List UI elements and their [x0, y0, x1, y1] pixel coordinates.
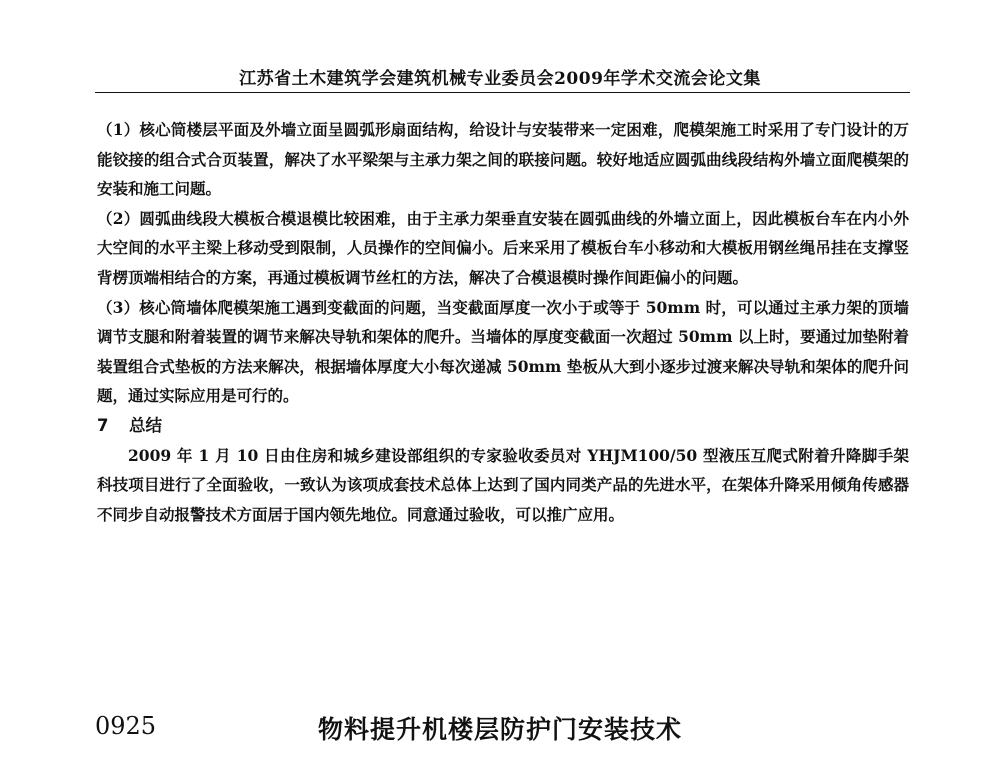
section-number: 7 [97, 415, 109, 435]
header-rule [95, 92, 910, 93]
running-header: 江苏省土木建筑学会建筑机械专业委员会2009年学术交流会论文集 [239, 69, 761, 89]
section-heading [97, 411, 909, 441]
next-article-code: 0925 [95, 712, 157, 740]
next-article-title: 物料提升机楼层防护门安装技术 [317, 715, 682, 744]
section-title: 总结 [129, 415, 162, 435]
paragraph-2: （2）圆弧曲线段大模板合模退模比较困难，由于主承力架垂直安装在圆弧曲线的外墙立面上，因此模板台车在内小外大空间的水平主梁上移动受到限制，人员操作的空间偏小。后来采用了模板台车小移动和大模板用钢丝绳吊挂在支撑竖背楞顶端相结合的方案，再通过模板调节丝杠的方法，解决了合模退模时操作间距偏小的问题。 [97, 208, 909, 287]
article-body [97, 115, 909, 529]
paragraph-3: （3）核心筒墙体爬模架施工遇到变截面的问题，当变截面厚度一次小于或等于 50mm 时，可以通过主承力架的顶墙调节支腿和附着装置的调节来解决导轨和架体的爬升。当墙体的厚度变截面一次超过 50mm 以上时，要通过加垫附着装置组合式垫板的方法来解决，根据墙体厚度大小每次递减 50mm 垫板从大到小逐步过渡来解决导轨和架体的爬升问题，通过实际应用是可行的。 [97, 297, 909, 406]
paragraph-1: （1）核心筒楼层平面及外墙立面呈圆弧形扇面结构，给设计与安装带来一定困难，爬模架施工时采用了专门设计的万能铰接的组合式合页装置，解决了水平梁架与主承力架之间的联接问题。较好地适应圆弧曲线段结构外墙立面爬模架的安装和施工问题。 [97, 120, 909, 199]
section-paragraph: 2009 年 1 月 10 日由住房和城乡建设部组织的专家验收委员对 YHJM100/50 型液压互爬式附着升降脚手架科技项目进行了全面验收，一致认为该项成套技术总体上达到了国内同类产品的先进水平，在架体升降采用倾角传感器不同步自动报警技术方面居于国内领先地位。同意通过验收，可以推广应用。 [97, 445, 909, 524]
